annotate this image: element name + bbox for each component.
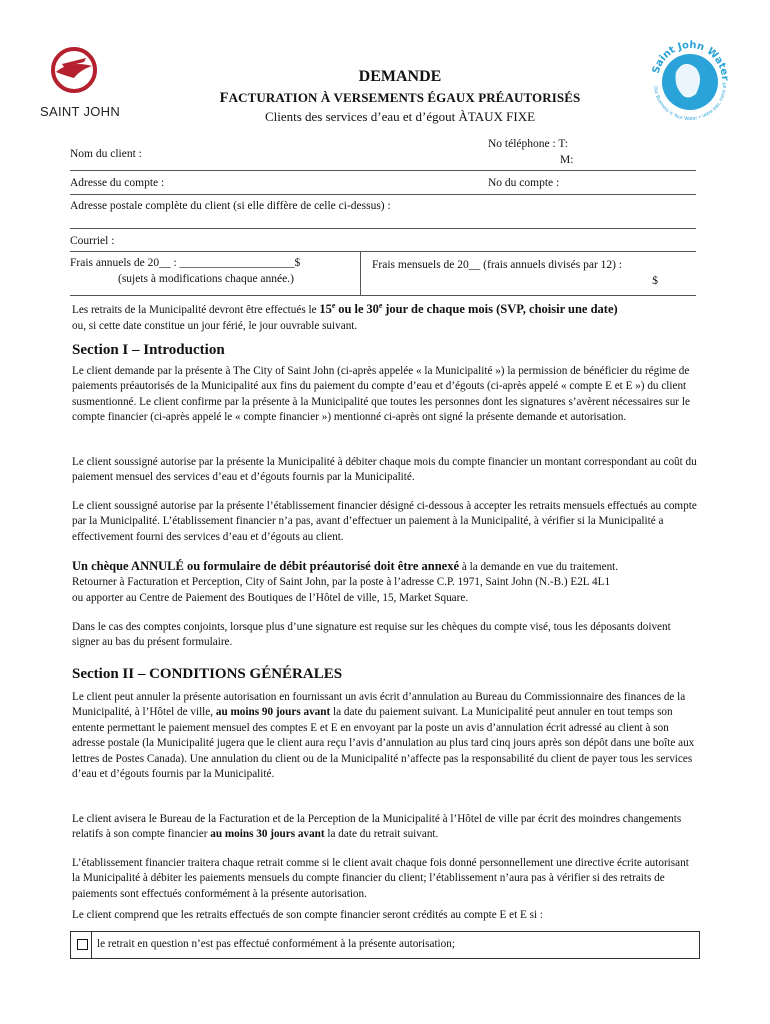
section-1-heading: Section I – Introduction [72,342,225,358]
credit-condition-item [70,931,700,959]
account-number-label: No du compte : [488,177,560,189]
condition-text: le retrait en question n’est pas effectué conformément à la présente autorisation; [97,938,455,950]
section-1-paragraph-2: Le client soussigné autorise par la présente la Municipalité à débiter chaque mois du compte financier un montant correspondant au coût du paiement mensuel des services d’eau et d’égouts fournis par la Municipalité. [72,456,697,484]
saint-john-logo [40,46,130,121]
section-2-paragraph-4: Le client comprend que les retraits effectués de son compte financier seront crédités au compte E et E si : [72,909,544,921]
divider [70,295,696,296]
client-name-label: Nom du client : [70,148,142,160]
day-15-option[interactable]: 15e [319,301,336,317]
divider [70,251,696,252]
page-subtitle: FACTURATION À VERSEMENTS ÉGAUX PRÉAUTORISÉS [219,90,581,106]
withdrawal-date-notice: Les retraits de la Municipalité devront être effectués le 15e ou le 30e jour de chaque mois (SVP, choisir une date) ou, si cette date constitue un jour férié, le jour ouvrable suivant. [72,301,618,332]
monthly-fees-label: Frais mensuels de 20__ (frais annuels divisés par 12) : [372,259,623,271]
section-2-heading: Section II – CONDITIONS GÉNÉRALES [72,666,343,682]
saint-john-emblem-icon [40,46,110,96]
section-2-paragraph-3: L’établissement financier traitera chaque retrait comme si le client avait chaque fois donné personnellement une directive écrite autorisant la Municipalité à débiter les paiements mensuels du compte financier du client; l’établissement n’aura pas à vérifier si des retraits de paiements sont effectués conformément à la présente autorisation. [72,857,689,900]
postal-address-field[interactable] [70,199,696,215]
city-wordmark: SAINT JOHN [40,104,121,120]
email-label: Courriel : [70,235,115,247]
postal-address-label: Adresse postale complète du client (si elle diffère de celle ci-dessus) : [70,200,391,212]
phone-label: No téléphone : T: [488,138,569,150]
account-number-field[interactable] [488,176,559,192]
section-2-paragraph-2: Le client avisera le Bureau de la Facturation et de la Perception de la Municipalité à l’Hôtel de ville par écrit des moindres changements relatifs à son compte financier au moins 30 jours avant la date du retrait suivant. [72,813,682,841]
divider [70,170,696,171]
annulled-cheque-notice: Un chèque ANNULÉ ou formulaire de débit préautorisé doit être annexé à la demande en vue du traitement. Retourner à Facturation et Perception, City of Saint John, par la poste à l’adresse C.P. 1971, Saint John (N.-B.) E2L 4L1 ou apporter au Centre de Paiement des Boutiques de l’Hôtel de ville, 15, Market Square. [72,559,619,604]
divider-vertical [360,251,361,295]
divider [70,194,696,195]
annual-fees-note: (sujets à modifications chaque année.) [118,272,294,285]
joint-accounts-paragraph: Dans le cas des comptes conjoints, lorsque plus d’une signature est requise sur les chèques du compte visé, tous les déposants doivent signer au bas du présent formulaire. [72,621,671,649]
phone-mobile-label: M: [560,153,574,166]
page-title: DEMANDE [358,68,442,85]
condition-checkbox[interactable] [77,939,88,950]
account-address-label: Adresse du compte : [70,177,165,189]
water-logo-tagline: Our Business is Your Water • Votre eau, notre aff [652,82,729,123]
email-field[interactable] [70,234,696,250]
page-subtitle-2: Clients des services d’eau et d’égout ÀTAUX FIXE [264,109,536,124]
annual-fees-label: Frais annuels de 20__ : ____________________$ [70,257,301,269]
divider-vertical [91,932,92,958]
day-30-option[interactable]: 30e [366,301,383,317]
section-1-paragraph-3: Le client soussigné autorise par la présente l’établissement financier désigné ci-dessous à accepter les retraits mensuels effectués au compte par la Municipalité. L’établissement financier n’a pas, avant d’effectuer un paiement à la Municipalité, à vérifier si la Municipalité a effectivement fourni des services d’eau et d’égouts au client. [72,500,697,543]
divider [70,228,696,229]
account-address-field[interactable] [70,176,696,192]
monthly-fees-field[interactable] [372,258,662,290]
water-logo-title: Saint John Water [650,39,731,81]
section-2-paragraph-1: Le client peut annuler la présente autorisation en fournissant un avis écrit d’annulation au Bureau du Commissionnaire des finances de la Municipalité, à l’Hôtel de ville, au moins 90 jours avant la date du paiement suivant. La Municipalité peut annuler en tout temps son entente permettant le paiement mensuel des comptes E et E en envoyant par la poste un avis d’annulation écrit adressé au client à son adresse postale (la Municipalité jugera que le client aura reçu l’avis d’annulation au plus tard cinq jours après son dépôt dans une boîte aux lettres de Postes Canada). Une annulation du client ou de la Municipalité n’affecte pas la responsabilité du client de payer tous les services d’eau et d’égouts fournis par la Municipalité. [72,691,695,781]
client-name-field[interactable] [70,147,696,163]
phone-field[interactable] [488,137,573,169]
monthly-fees-currency: $ [652,274,658,287]
section-1-paragraph-1: Le client demande par la présente à The City of Saint John (ci-après appelée « la Municipalité ») la permission de bénéficier du régime de paiements préautorisés de la Municipalité aux fins du paiement du compte d’eau et d’égouts (ci-après appelé « compte E et E ») du client susmentionné. Le client confirme par la présente à la Municipalité que toutes les personnes dont les signatures s’avèrent nécessaires sur le compte financier (ci-après appelé le « compte financier ») mentionné ci-après ont signé la présente demande et autorisation. [72,365,690,424]
annual-fees-field[interactable] [70,256,300,288]
